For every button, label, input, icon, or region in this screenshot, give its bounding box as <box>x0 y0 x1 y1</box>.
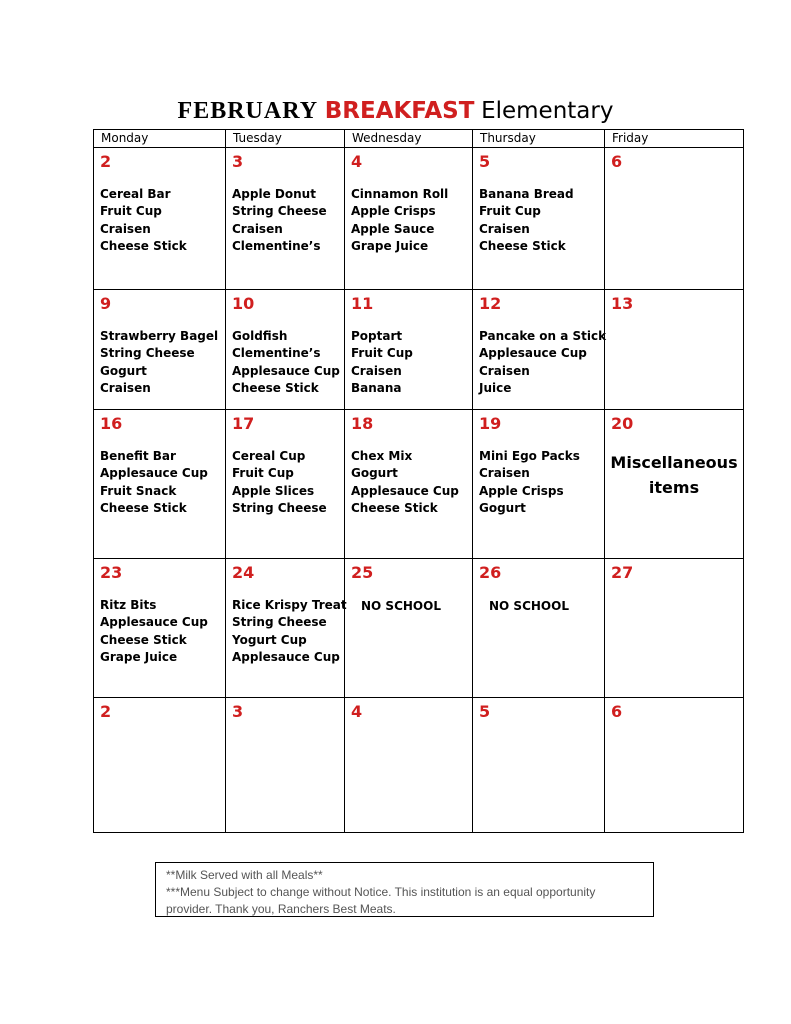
day-cell <box>226 410 345 559</box>
day-number: 2 <box>100 702 112 721</box>
no-school-note: NO SCHOOL <box>361 599 441 613</box>
day-number: 4 <box>351 702 363 721</box>
day-number: 6 <box>611 702 623 721</box>
day-cell <box>345 148 473 290</box>
title-level: Elementary <box>481 98 614 124</box>
no-school-note: NO SCHOOL <box>489 599 569 613</box>
menu-items <box>479 448 604 517</box>
day-cell <box>226 559 345 698</box>
menu-item: Craisen <box>232 221 283 236</box>
day-cell <box>94 698 226 833</box>
day-number: 23 <box>100 563 123 582</box>
day-number: 25 <box>351 563 374 582</box>
footer-notice <box>155 862 654 917</box>
footer-disclaimer: ***Menu Subject to change without Notice. This institution is an equal opportunity provider. Thank you, Ranchers Best Meats. <box>166 885 596 916</box>
menu-item: Apple Donut <box>232 187 316 201</box>
day-cell <box>94 410 226 559</box>
day-cell <box>94 290 226 410</box>
menu-item: Gogurt <box>351 466 398 481</box>
weekday-header: Wednesday <box>345 130 473 148</box>
day-cell <box>94 148 226 290</box>
menu-item: Grape Juice <box>100 649 178 664</box>
week-row <box>94 410 744 559</box>
day-number: 19 <box>479 414 502 433</box>
menu-item: String Cheese <box>232 615 327 630</box>
menu-item: Applesauce Cup <box>351 483 459 498</box>
menu-items <box>232 597 347 666</box>
menu-item: Fruit Cup <box>479 204 541 219</box>
day-cell <box>605 148 744 290</box>
weekday-header: Friday <box>605 130 744 148</box>
day-number: 2 <box>100 152 112 171</box>
menu-item: Clementine’s <box>232 346 321 361</box>
menu-item: Applesauce Cup <box>100 615 208 630</box>
menu-item: Cheese Stick <box>100 238 187 253</box>
day-number: 26 <box>479 563 502 582</box>
day-cell <box>345 290 473 410</box>
menu-item: Goldfish <box>232 329 288 343</box>
menu-item: Mini Ego Packs <box>479 449 580 463</box>
day-number: 6 <box>611 152 623 171</box>
day-number: 17 <box>232 414 255 433</box>
day-number: 12 <box>479 294 502 313</box>
day-cell <box>226 698 345 833</box>
day-cell <box>473 698 605 833</box>
menu-items <box>479 328 607 397</box>
day-cell <box>345 698 473 833</box>
day-cell <box>605 410 744 559</box>
day-number: 20 <box>611 414 634 433</box>
day-number: 4 <box>351 152 363 171</box>
menu-item: Banana Bread <box>479 187 574 201</box>
day-number: 18 <box>351 414 374 433</box>
day-number: 24 <box>232 563 255 582</box>
menu-item: Craisen <box>479 466 530 481</box>
misc-note: Miscellaneous items <box>610 453 738 497</box>
day-cell <box>473 559 605 698</box>
day-number: 13 <box>611 294 634 313</box>
menu-item: Banana <box>351 380 402 395</box>
menu-item: Fruit Cup <box>351 346 413 361</box>
menu-items <box>479 186 604 255</box>
menu-items <box>351 448 472 517</box>
day-number: 27 <box>611 563 634 582</box>
day-cell <box>94 559 226 698</box>
menu-items <box>100 328 225 397</box>
menu-item: Fruit Snack <box>100 483 177 498</box>
menu-item: Applesauce Cup <box>100 466 208 481</box>
menu-item: Applesauce Cup <box>232 363 340 378</box>
menu-item: Craisen <box>351 363 402 378</box>
menu-item: Ritz Bits <box>100 598 157 612</box>
menu-item: Chex Mix <box>351 449 413 463</box>
day-cell <box>345 559 473 698</box>
day-cell <box>226 148 345 290</box>
footer-milk-note: **Milk Served with all Meals** <box>166 868 323 882</box>
menu-items <box>351 186 472 255</box>
day-cell <box>605 698 744 833</box>
menu-item: Cinnamon Roll <box>351 187 449 201</box>
menu-calendar <box>93 129 744 833</box>
menu-items <box>100 186 225 255</box>
menu-items <box>232 448 344 517</box>
menu-item: Poptart <box>351 329 403 343</box>
menu-items <box>351 328 472 397</box>
day-cell <box>226 290 345 410</box>
menu-item: Cereal Bar <box>100 187 171 201</box>
menu-item: Apple Sauce <box>351 221 435 236</box>
day-number: 3 <box>232 152 244 171</box>
menu-item: Apple Slices <box>232 483 315 498</box>
menu-item: Craisen <box>100 380 151 395</box>
menu-item: Grape Juice <box>351 238 429 253</box>
title-meal: BREAKFAST <box>324 98 475 124</box>
weekday-header: Monday <box>94 130 226 148</box>
menu-item: Apple Crisps <box>351 204 436 219</box>
menu-items <box>100 597 225 666</box>
week-row <box>94 290 744 410</box>
menu-item: Pancake on a Stick <box>479 329 607 343</box>
menu-item: Cheese Stick <box>232 380 319 395</box>
menu-item: Fruit Cup <box>232 466 294 481</box>
day-number: 5 <box>479 702 491 721</box>
menu-item: Cheese Stick <box>100 632 187 647</box>
menu-item: Fruit Cup <box>100 204 162 219</box>
day-number: 5 <box>479 152 491 171</box>
menu-items <box>232 186 344 255</box>
menu-item: Cereal Cup <box>232 449 306 463</box>
menu-item: Cheese Stick <box>100 500 187 515</box>
title-month: FEBRUARY <box>177 98 319 124</box>
menu-items <box>232 328 344 397</box>
menu-item: Cheese Stick <box>479 238 566 253</box>
menu-item: Applesauce Cup <box>232 649 340 664</box>
menu-item: Apple Crisps <box>479 483 564 498</box>
menu-item: Strawberry Bagel <box>100 329 219 343</box>
day-number: 10 <box>232 294 255 313</box>
menu-item: Benefit Bar <box>100 449 176 463</box>
menu-item: Rice Krispy Treat <box>232 598 347 612</box>
weekday-header: Thursday <box>473 130 605 148</box>
day-number: 9 <box>100 294 112 313</box>
menu-item: Gogurt <box>479 500 526 515</box>
day-number: 16 <box>100 414 123 433</box>
day-cell <box>473 148 605 290</box>
weekday-header-row <box>94 130 744 148</box>
menu-item: String Cheese <box>100 346 195 361</box>
week-row <box>94 559 744 698</box>
weekday-header: Tuesday <box>226 130 345 148</box>
menu-item: Gogurt <box>100 363 147 378</box>
menu-items <box>100 448 225 517</box>
day-cell <box>605 290 744 410</box>
day-cell <box>473 290 605 410</box>
week-row <box>94 148 744 290</box>
menu-item: Craisen <box>100 221 151 236</box>
menu-item: String Cheese <box>232 204 327 219</box>
page-title <box>0 96 791 126</box>
menu-item: Juice <box>479 380 512 395</box>
menu-item: Craisen <box>479 363 530 378</box>
week-row <box>94 698 744 833</box>
menu-item: Yogurt Cup <box>232 632 307 647</box>
menu-item: Applesauce Cup <box>479 346 587 361</box>
day-cell <box>605 559 744 698</box>
day-cell <box>473 410 605 559</box>
menu-item: Clementine’s <box>232 238 321 253</box>
day-number: 3 <box>232 702 244 721</box>
day-number: 11 <box>351 294 374 313</box>
menu-item: Craisen <box>479 221 530 236</box>
menu-item: Cheese Stick <box>351 500 438 515</box>
menu-item: String Cheese <box>232 500 327 515</box>
day-cell <box>345 410 473 559</box>
